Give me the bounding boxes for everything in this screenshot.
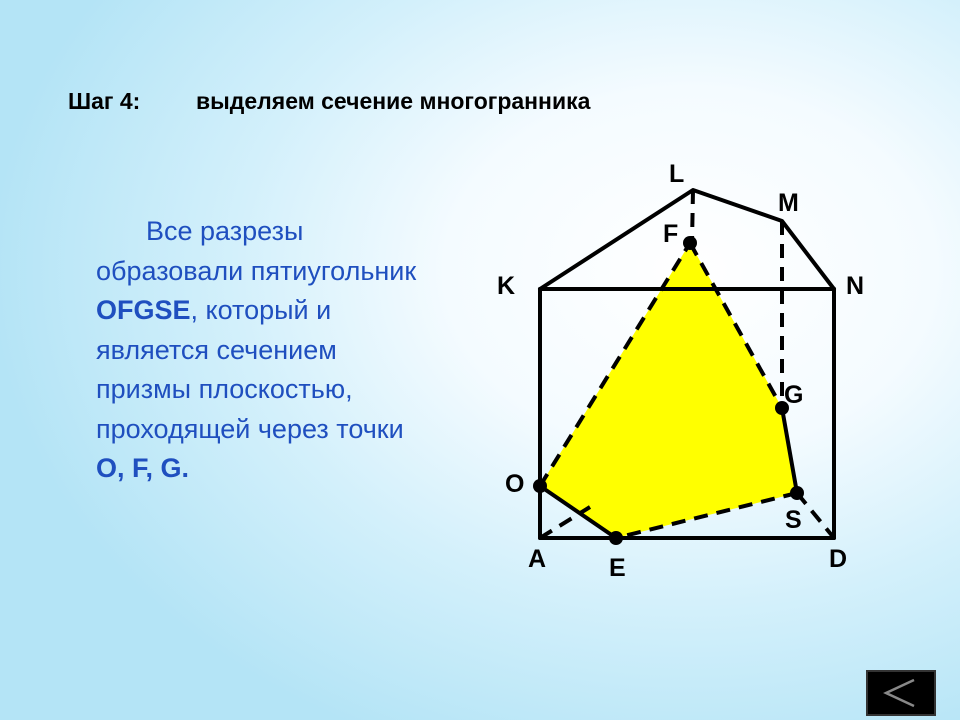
label-E: E <box>609 554 626 582</box>
point-F <box>683 236 697 250</box>
description-line: Все разрезы <box>146 216 304 246</box>
label-N: N <box>846 272 865 300</box>
point-E <box>609 531 623 545</box>
description-line: , который и <box>190 295 332 325</box>
label-M: M <box>778 189 799 217</box>
extension-line-left <box>540 507 590 538</box>
label-K: K <box>497 272 516 300</box>
description-line: образовали пятиугольник <box>96 255 417 286</box>
step-label: Шаг 4: <box>68 88 141 114</box>
label-D: D <box>829 545 848 573</box>
label-A: A <box>528 545 547 573</box>
label-F: F <box>663 220 679 248</box>
label-L: L <box>669 160 685 188</box>
points-list: O, F, G. <box>96 453 190 483</box>
point-S <box>790 486 804 500</box>
description-line: призмы плоскостью, <box>96 374 353 404</box>
section-name: OFGSE <box>96 295 191 325</box>
label-S: S <box>785 506 802 534</box>
point-O <box>533 479 547 493</box>
label-O: O <box>505 470 525 498</box>
label-G: G <box>784 381 804 409</box>
extension-line-right <box>797 493 834 538</box>
description-line: проходящей через точки <box>96 413 404 444</box>
back-arrow-icon <box>868 672 934 714</box>
step-title: выделяем сечение многогранника <box>196 88 591 114</box>
back-button[interactable] <box>866 670 936 716</box>
description-line: является сечением <box>96 334 337 365</box>
hidden-edge-L <box>692 190 693 243</box>
